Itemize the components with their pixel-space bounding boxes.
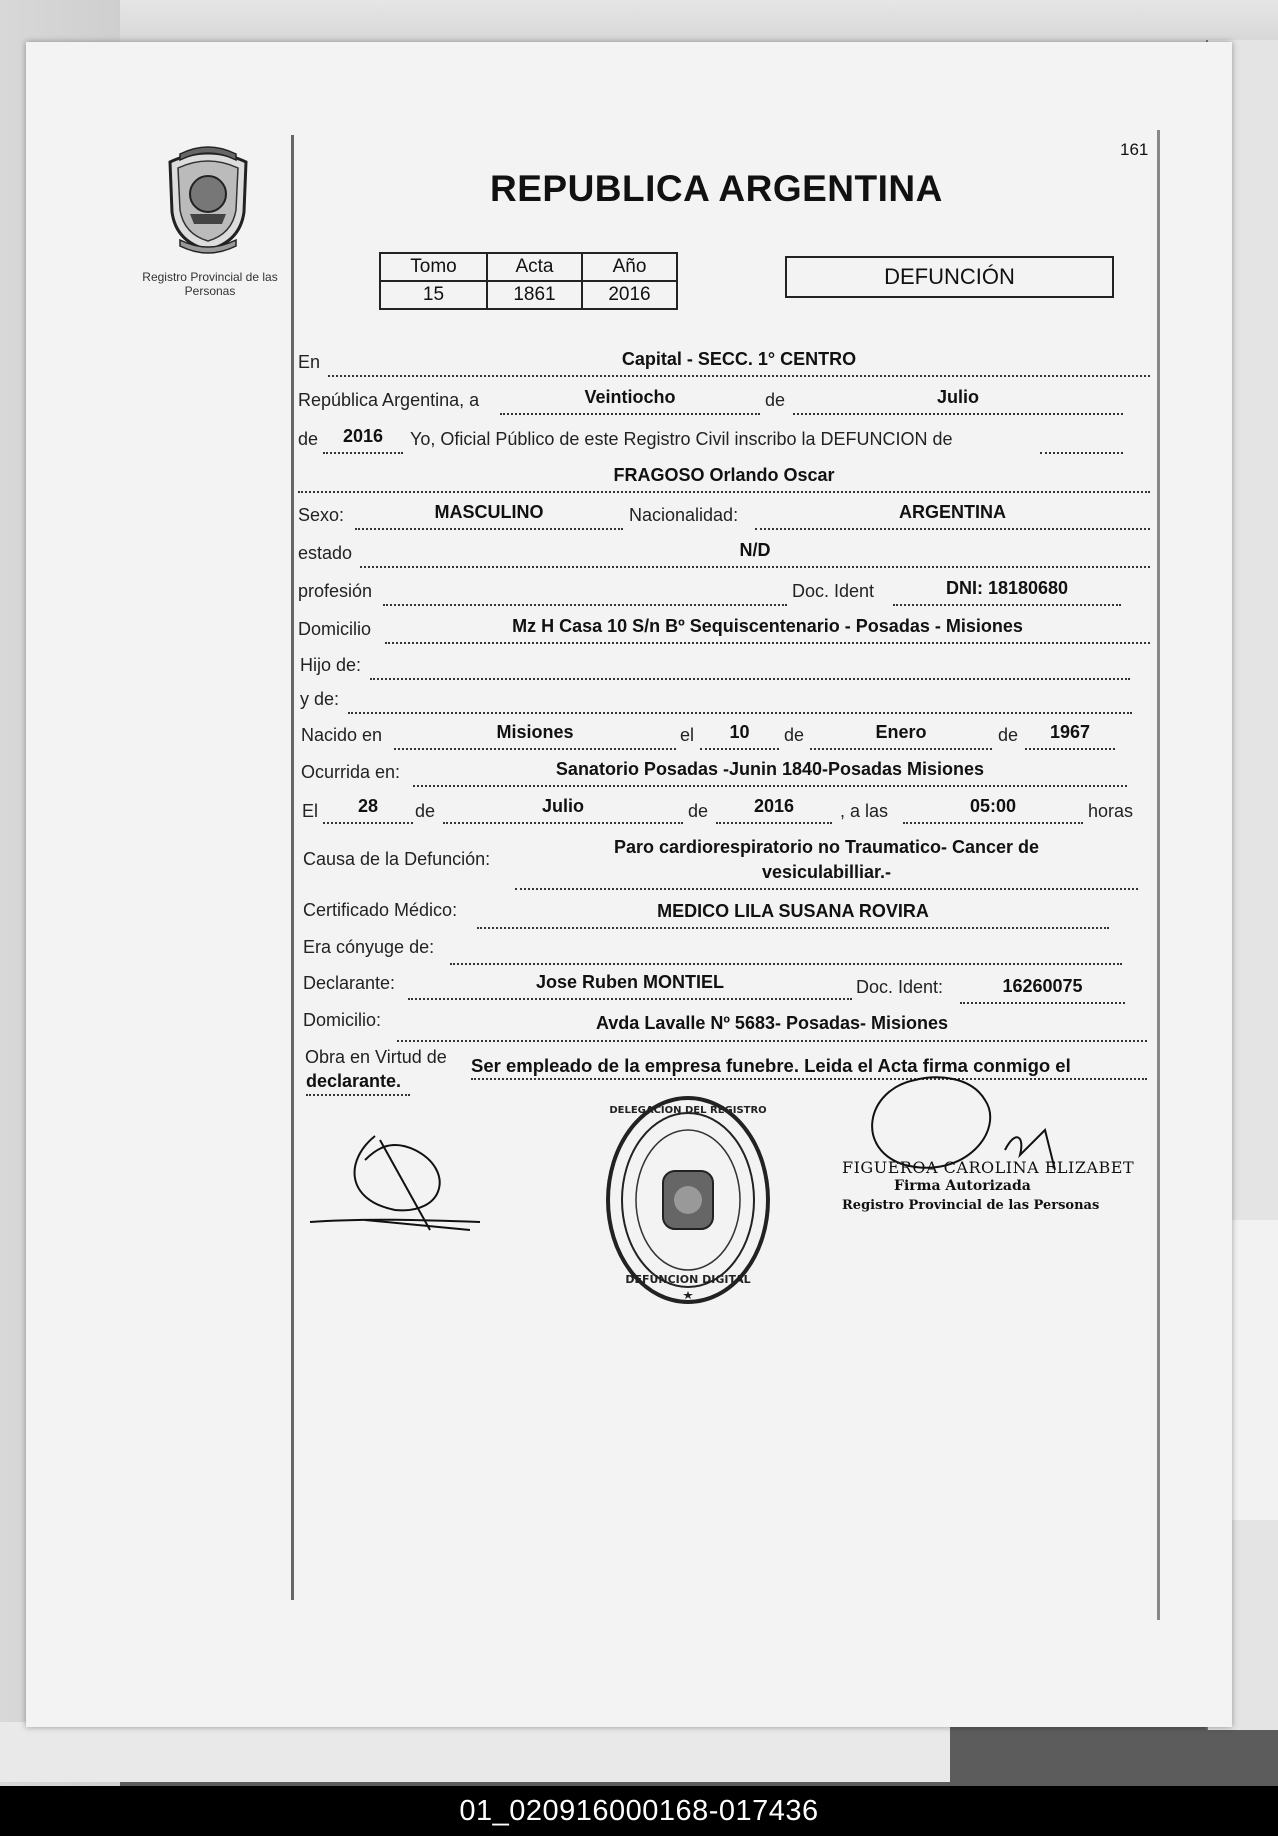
value-def-dia: 28 [357, 796, 379, 816]
document-title: REPUBLICA ARGENTINA [490, 168, 943, 209]
value-hora: 05:00 [969, 796, 1017, 816]
value-def-anio: 2016 [753, 796, 795, 816]
label-republica: República Argentina, a [298, 390, 480, 410]
line-sexo [355, 528, 623, 530]
value-anio: 2016 [342, 426, 384, 446]
line-domicilio [385, 642, 1150, 644]
record-table [379, 252, 678, 310]
value-lugar: Capital - SECC. 1° CENTRO [621, 349, 857, 369]
value-nombre: FRAGOSO Orlando Oscar [613, 465, 835, 485]
label-yo: Yo, Oficial Público de este Registro Civil inscribo la DEFUNCION de [410, 429, 953, 449]
background-bottom-page [0, 1722, 950, 1782]
line-declarante [408, 998, 852, 1000]
value-nacionalidad: ARGENTINA [899, 502, 1006, 522]
label-a-las: , a las [840, 801, 889, 821]
authorized-signature-stamp [842, 1158, 1134, 1215]
label-nacido-en: Nacido en [301, 725, 383, 745]
value-declarante: Jose Ruben MONTIEL [535, 972, 724, 992]
line-causa [515, 888, 1138, 890]
line-nac-dia [700, 748, 779, 750]
label-domicilio-declarante: Domicilio: [303, 1010, 382, 1030]
value-dia: Veintiocho [584, 387, 676, 407]
header-acta: Acta [487, 253, 582, 281]
line-estado [360, 566, 1150, 568]
line-nacido-en [394, 748, 676, 750]
line-hora [903, 822, 1083, 824]
label-domicilio: Domicilio [298, 619, 372, 639]
value-nac-dia: 10 [729, 722, 750, 742]
header-anio: Año [582, 253, 677, 281]
line-mes [793, 413, 1123, 415]
header-tomo: Tomo [380, 253, 487, 281]
label-hijo-de: Hijo de: [300, 655, 362, 675]
value-nacido-en: Misiones [496, 722, 574, 742]
line-def-mes [443, 822, 683, 824]
signatory-role: Firma Autorizada [894, 1178, 1031, 1194]
line-domicilio-declarante [397, 1040, 1147, 1042]
label-doc-ident: Doc. Ident [792, 581, 875, 601]
signatory-name: FIGUEROA CAROLINA ELIZABET [842, 1158, 1135, 1177]
line-ocurrida-en [413, 785, 1127, 787]
label-causa: Causa de la Defunción: [303, 849, 491, 869]
page-number: 161 [1120, 140, 1149, 159]
value-obra-line2: declarante. [306, 1071, 402, 1091]
value-certificado: MEDICO LILA SUSANA ROVIRA [657, 901, 929, 921]
label-conyuge: Era cónyuge de: [303, 937, 435, 957]
value-causa-line2: vesiculabilliar.- [761, 862, 892, 882]
value-sexo: MASCULINO [434, 502, 544, 522]
line-nacionalidad [755, 528, 1150, 530]
act-type-box: DEFUNCIÓN [785, 256, 1114, 298]
line-anio [323, 452, 403, 454]
value-doc-ident: DNI: 18180680 [945, 578, 1069, 598]
label-estado: estado [298, 543, 353, 563]
label-y-de: y de: [300, 689, 340, 709]
label-el-def: El [302, 801, 319, 821]
footer-id: 01_020916000168-017436 [0, 1786, 1278, 1836]
label-ocurrida-en: Ocurrida en: [301, 762, 401, 782]
label-sexo: Sexo: [298, 505, 345, 525]
label-de-def-mes: de [415, 801, 436, 821]
label-certificado: Certificado Médico: [303, 900, 458, 920]
value-nac-mes: Enero [875, 722, 927, 742]
label-profesion: profesión [298, 581, 373, 601]
province-crest-icon [160, 142, 256, 254]
line-yo-end [1040, 452, 1123, 454]
registry-label: Registro Provincial de las Personas [142, 270, 278, 298]
line-obra-2 [306, 1094, 410, 1096]
value-acta: 1861 [487, 281, 582, 309]
label-de-def-anio: de [688, 801, 709, 821]
line-lugar [328, 375, 1150, 377]
value-nac-anio: 1967 [1049, 722, 1091, 742]
svg-text:DELEGACION DEL REGISTRO: DELEGACION DEL REGISTRO [609, 1105, 767, 1116]
label-de-mes: de [765, 390, 786, 410]
value-domicilio: Mz H Casa 10 S/n Bº Sequiscentenario - Posadas - Misiones [512, 616, 1023, 636]
line-declarante-doc [960, 1002, 1125, 1004]
value-anio: 2016 [582, 281, 677, 309]
value-ocurrida-en: Sanatorio Posadas -Junin 1840-Posadas Misiones [555, 759, 985, 779]
line-conyuge [450, 963, 1122, 965]
line-certificado [477, 927, 1109, 929]
line-dia [500, 413, 760, 415]
label-en: En [298, 352, 321, 372]
line-nac-anio [1025, 748, 1115, 750]
label-declarante: Declarante: [303, 973, 396, 993]
svg-text:DEFUNCION DIGITAL: DEFUNCION DIGITAL [625, 1273, 751, 1286]
label-de-nac-anio: de [998, 725, 1019, 745]
label-de-nac-mes: de [784, 725, 805, 745]
declarant-signature [305, 1130, 485, 1250]
value-domicilio-declarante: Avda Lavalle Nº 5683- Posadas- Misiones [595, 1013, 949, 1033]
label-horas: horas [1088, 801, 1134, 821]
line-doc-ident [893, 604, 1121, 606]
line-profesion [383, 604, 787, 606]
value-obra-line1: Ser empleado de la empresa funebre. Leida el Acta firma conmigo el [471, 1055, 1071, 1076]
line-y-de [348, 712, 1132, 714]
left-margin-line [291, 135, 294, 1600]
value-tomo: 15 [380, 281, 487, 309]
line-nombre [298, 491, 1150, 493]
line-def-dia [323, 822, 413, 824]
right-margin-line [1157, 130, 1160, 1620]
line-def-anio [716, 822, 832, 824]
value-def-mes: Julio [541, 796, 584, 816]
label-de-anio: de [298, 429, 319, 449]
label-nacionalidad: Nacionalidad: [629, 505, 739, 525]
line-nac-mes [810, 748, 992, 750]
label-doc-ident-declarante: Doc. Ident: [856, 977, 944, 997]
label-el: el [680, 725, 695, 745]
value-estado: N/D [739, 540, 771, 560]
value-causa-line1: Paro cardiorespiratorio no Traumatico- Cancer de [613, 837, 1040, 857]
official-seal-stamp [603, 1093, 773, 1308]
label-obra: Obra en Virtud de [305, 1047, 447, 1067]
value-mes: Julio [936, 387, 979, 407]
signatory-office: Registro Provincial de las Personas [842, 1198, 1100, 1213]
line-hijo-de [370, 678, 1130, 680]
value-declarante-doc: 16260075 [1002, 976, 1083, 996]
